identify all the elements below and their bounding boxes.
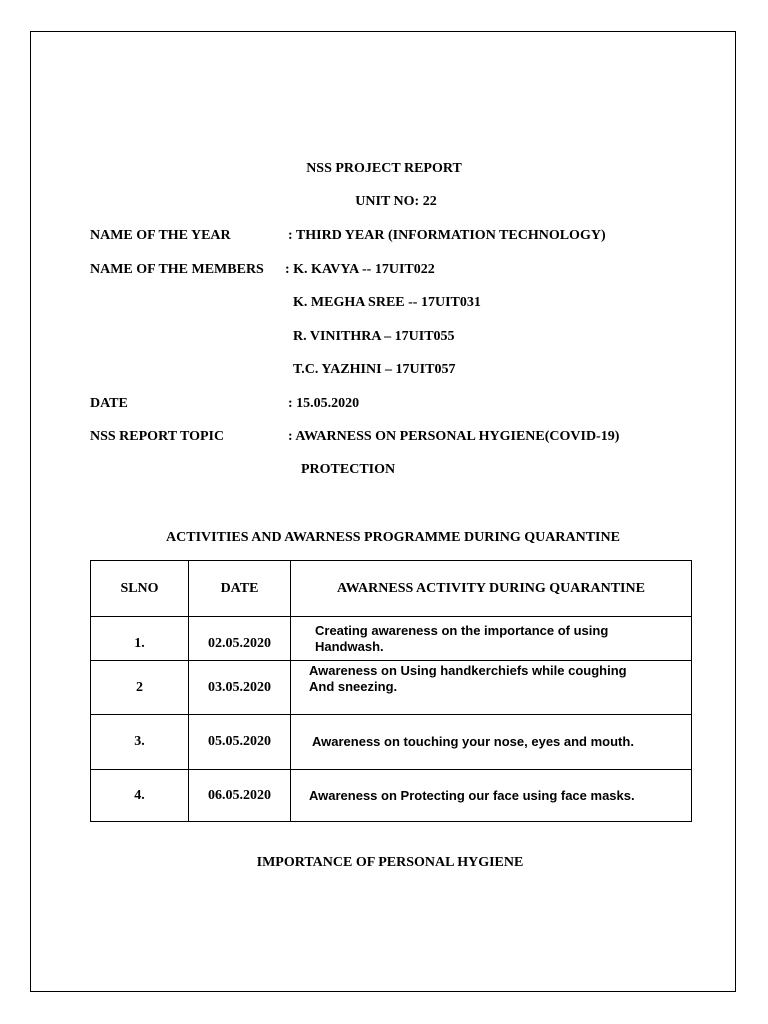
cell-slno: 3. xyxy=(91,715,189,770)
field-value-topic: : AWARNESS ON PERSONAL HYGIENE(COVID-19) xyxy=(288,429,620,444)
field-label-topic: NSS REPORT TOPIC xyxy=(90,429,225,444)
field-value-date: : 15.05.2020 xyxy=(288,396,360,411)
table-row xyxy=(91,715,692,770)
col-header-slno: SLNO xyxy=(91,561,189,617)
table-row xyxy=(91,661,692,715)
section-heading: IMPORTANCE OF PERSONAL HYGIENE xyxy=(256,855,524,870)
topic-continuation: PROTECTION xyxy=(301,462,396,477)
activity-line-2: And sneezing. xyxy=(309,679,398,694)
activity-line-1: Awareness on Using handkerchiefs while coughing xyxy=(309,663,627,678)
cell-slno: 2 xyxy=(91,661,189,715)
member-3: R. VINITHRA – 17UIT055 xyxy=(293,329,455,344)
activity-line-1: Awareness on Protecting our face using face masks. xyxy=(309,787,635,803)
cell-slno: 1. xyxy=(91,617,189,661)
col-header-activity: AWARNESS ACTIVITY DURING QUARANTINE xyxy=(291,561,692,617)
cell-date: 02.05.2020 xyxy=(189,617,291,661)
cell-activity xyxy=(291,661,692,715)
activity-line-1: Awareness on touching your nose, eyes and mouth. xyxy=(312,734,634,749)
field-value-year: : THIRD YEAR (INFORMATION TECHNOLOGY) xyxy=(288,228,606,243)
cell-slno: 4. xyxy=(91,770,189,822)
activity-line-1: Creating awareness on the importance of using xyxy=(315,622,609,638)
activity-line-2: Handwash. xyxy=(315,638,384,654)
field-label-members: NAME OF THE MEMBERS xyxy=(90,262,264,277)
report-title: NSS PROJECT REPORT xyxy=(306,161,462,176)
activities-heading: ACTIVITIES AND AWARNESS PROGRAMME DURING QUARANTINE xyxy=(166,530,620,545)
member-4: T.C. YAZHINI – 17UIT057 xyxy=(293,362,456,377)
field-value-member-1: : K. KAVYA -- 17UIT022 xyxy=(285,262,435,277)
table-row xyxy=(91,617,692,661)
cell-activity xyxy=(291,715,692,770)
unit-number: UNIT NO: 22 xyxy=(355,194,437,209)
member-2: K. MEGHA SREE -- 17UIT031 xyxy=(293,295,481,310)
table-header-row xyxy=(91,561,692,617)
cell-activity xyxy=(291,617,692,661)
cell-date: 05.05.2020 xyxy=(189,715,291,770)
cell-date: 03.05.2020 xyxy=(189,661,291,715)
activities-table xyxy=(90,560,692,822)
table-row xyxy=(91,770,692,822)
col-header-date: DATE xyxy=(189,561,291,617)
field-label-year: NAME OF THE YEAR xyxy=(90,228,231,243)
cell-activity xyxy=(291,770,692,822)
field-label-date: DATE xyxy=(90,396,128,411)
cell-date: 06.05.2020 xyxy=(189,770,291,822)
